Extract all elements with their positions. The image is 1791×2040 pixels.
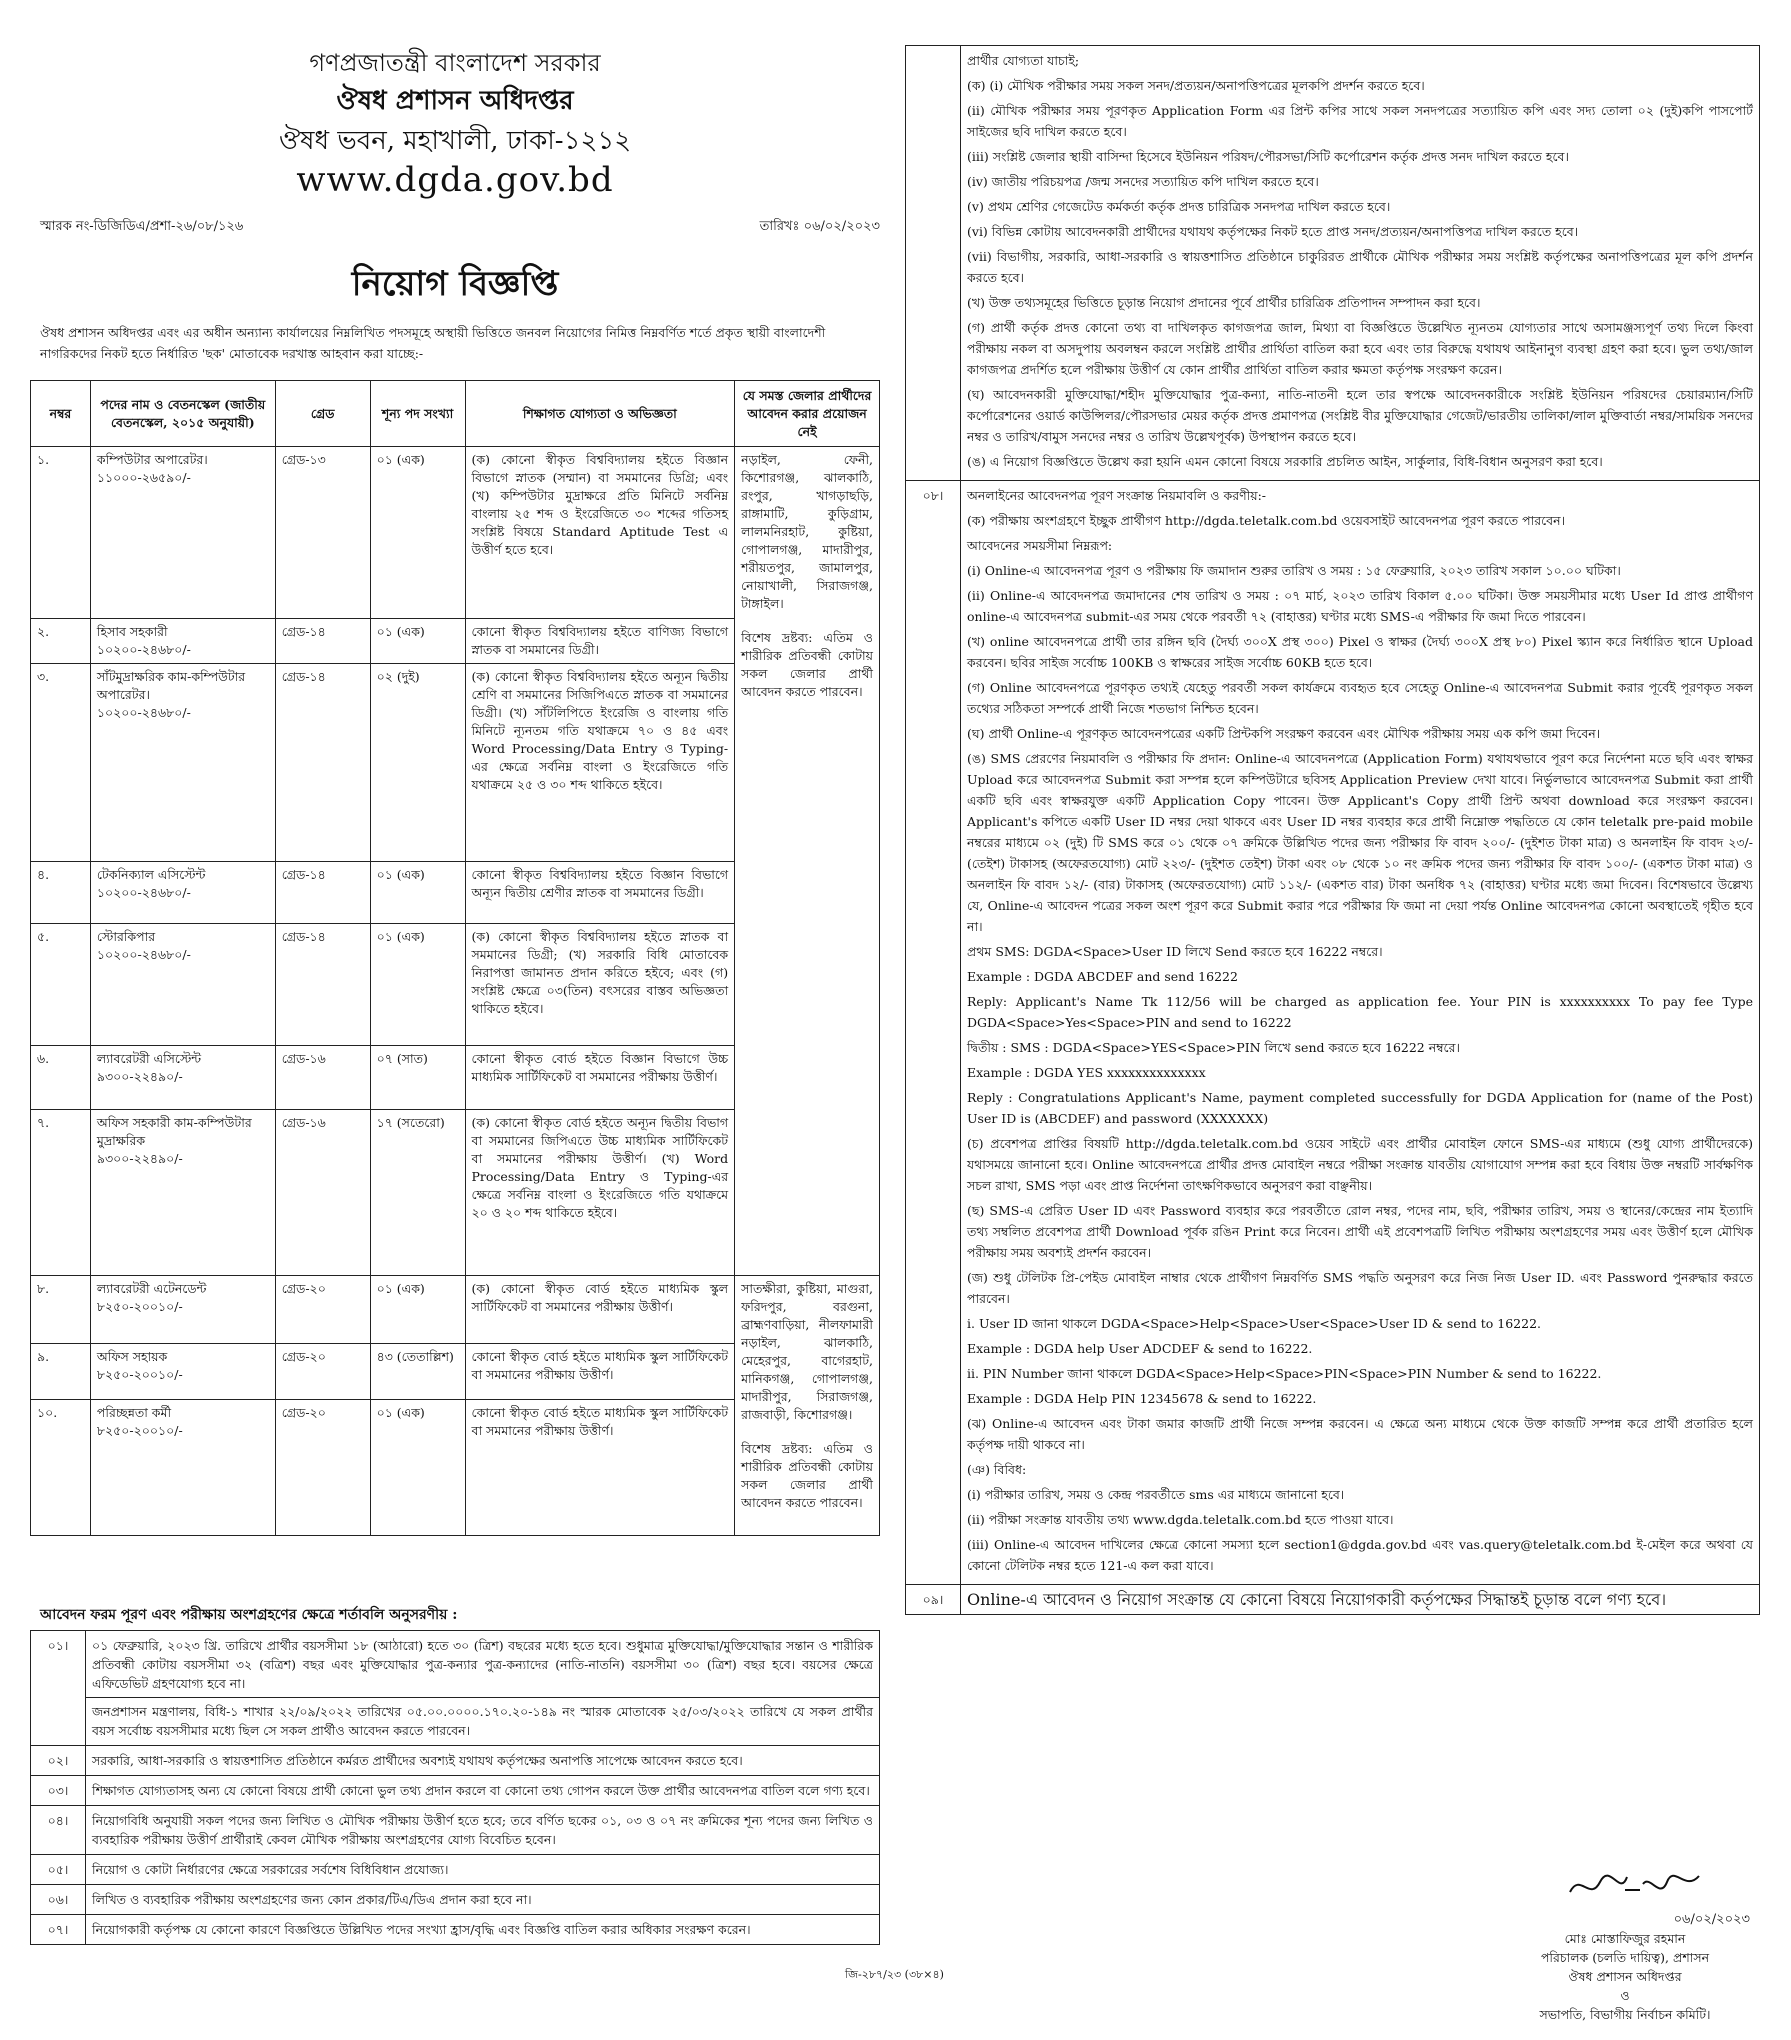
- office-address: ঔষধ ভবন, মহাখালী, ঢাকা-১২১২: [278, 126, 632, 156]
- memo-number: স্মারক নং-ডিজিডিএ/প্রশা-২৬/০৮/১২৬: [40, 219, 244, 234]
- signatory-role: সভাপতি, বিভাগীয় নির্বাচন কমিটি।: [1539, 2007, 1711, 2022]
- row-qualification: কোনো স্বীকৃত বোর্ড হইতে মাধ্যমিক স্কুল সার্টিফিকেট বা সমমানের পরীক্ষায় উত্তীর্ণ।: [465, 1400, 735, 1536]
- row-num: ৭.: [31, 1110, 91, 1276]
- condition-row: [31, 1746, 880, 1776]
- condition-text: নিয়োগকারী কর্তৃপক্ষ যে কোনো কারণে বিজ্ঞপ্তিতে উল্লিখিত পদের সংখ্যা হ্রাস/বৃদ্ধি এবং বিজ্ঞপ্তি বাতিল করার অধিকার সংরক্ষণ করেন।: [86, 1915, 880, 1945]
- row-vacancy: ০২ (দুই): [370, 664, 465, 862]
- instructions-table: [905, 45, 1760, 1615]
- condition-num: ০৪।: [31, 1806, 86, 1855]
- row-post: [90, 924, 275, 1046]
- instruction-paragraph: দ্বিতীয় : SMS : DGDA<Space>YES<Space>PIN লিখে send করতে হবে 16222 নম্বরে।: [967, 1040, 1460, 1055]
- instruction-num: [906, 46, 961, 481]
- row-num: ১০.: [31, 1400, 91, 1536]
- row-post: [90, 447, 275, 619]
- row-qualification: (ক) কোনো স্বীকৃত বোর্ড হইতে মাধ্যমিক স্কুল সার্টিফিকেট বা সমমানের পরীক্ষায় উত্তীর্ণ।: [465, 1276, 735, 1344]
- condition-text: শিক্ষাগত যোগ্যতাসহ অন্য যে কোনো বিষয়ে প্রার্থী কোনো ভুল তথ্য প্রদান করলে বা কোনো তথ্য গোপন করলে উক্ত প্রার্থীর আবেদনপত্র বাতিল বলে গণ্য হবে।: [86, 1776, 880, 1806]
- row-vacancy: ০৭ (সাত): [370, 1046, 465, 1110]
- online-rules-list: [967, 485, 1753, 1576]
- instruction-paragraph: (খ) উক্ত তথ্যসমূহের ভিত্তিতে চূড়ান্ত নিয়োগ প্রদানের পূর্বে প্রার্থীর চারিত্রিক প্রতিপাদন সম্পাদন করা হবে।: [967, 295, 1481, 310]
- post-name: অফিস সহকারী কাম-কম্পিউটার মুদ্রাক্ষরিক: [96, 1115, 252, 1148]
- conditions-table: [30, 1630, 880, 1945]
- special-note: বিশেষ দ্রষ্টব্য: এতিম ও শারীরিক প্রতিবন্ধী কোটায় সকল জেলার প্রার্থী আবেদন করতে পারবেন।: [741, 630, 873, 699]
- row-num: ২.: [31, 619, 91, 664]
- instruction-paragraph: Example : DGDA Help PIN 12345678 & send to 16222.: [967, 1391, 1317, 1406]
- instruction-paragraph: i. User ID জানা থাকলে DGDA<Space>Help<Space>User<Space>User ID & send to 16222.: [967, 1316, 1542, 1331]
- intro-text: ঔষধ প্রশাসন অধিদপ্তর এবং এর অধীন অন্যান্য কার্যালয়ের নিম্নলিখিত পদসমূহে অস্থায়ী ভিত্তিতে জনবল নিয়োগের নিমিত্ত নিম্নবর্ণিত শর্তে প্রকৃত স্থায়ী বাংলাদেশী নাগরিকদের নিকট হতে নির্ধারিত 'ছক' মোতাবেক দরখাস্ত আহবান করা যাচ্ছে:-: [40, 325, 826, 361]
- row-post: [90, 1400, 275, 1536]
- instruction-paragraph: (i) পরীক্ষার তারিখ, সময় ও কেন্দ্র পরবর্তীতে sms এর মাধ্যমে জানানো হবে।: [967, 1487, 1345, 1502]
- instruction-paragraph: (গ) Online আবেদনপত্রে পূরণকৃত তথ্যই যেহেতু পরবর্তী সকল কার্যক্রমে ব্যবহৃত হবে সেহেতু Online-এ আবেদনপত্র Submit করার পূর্বেই পূরণকৃত সকল তথ্যের সঠিকতা সম্পর্কে প্রার্থী নিজে শতভাগ নিশ্চিত হবেন।: [967, 680, 1753, 716]
- post-name: হিসাব সহকারী: [96, 624, 168, 639]
- header-post: পদের নাম ও বেতনস্কেল (জাতীয় বেতনস্কেল, ২০১৫ অনুযায়ী): [90, 381, 275, 447]
- signature-image: [1565, 1862, 1705, 1912]
- instruction-num: ০৯।: [906, 1585, 961, 1615]
- instruction-paragraph: (ii) মৌখিক পরীক্ষার সময় পূরণকৃত Application Form এর প্রিন্ট কপির সাথে সকল সনদপত্রের সত্যায়িত কপি এবং সদ্য তোলা ০২ (দুই)কপি পাসপোর্ট সাইজের ছবি দাখিল করতে হবে।: [967, 103, 1753, 139]
- pay-scale: ১০২০০-২৪৬৮০/-: [96, 885, 191, 900]
- header-excluded-districts: যে সমস্ত জেলার প্রার্থীদের আবেদন করার প্রয়োজন নেই: [735, 381, 880, 447]
- instruction-paragraph: (vii) বিভাগীয়, সরকারি, আধা-সরকারি ও স্বায়ত্তশাসিত প্রতিষ্ঠানে চাকুরিরত প্রার্থীকে মৌখিক পরীক্ষার সময় সংশ্লিষ্ট কর্তৃপক্ষের অনাপত্তিপত্রের মূল কপি প্রদর্শন করতে হবে।: [967, 249, 1753, 285]
- row-post: [90, 1344, 275, 1400]
- row-qualification: (ক) কোনো স্বীকৃত বোর্ড হইতে অন্যূন দ্বিতীয় বিভাগ বা সমমানের জিপিএতে উচ্চ মাধ্যমিক সার্টিফিকেট বা সমমানের পরীক্ষায় উত্তীর্ণ। (খ) Word Processing/Data Entry ও Typing-এর ক্ষেত্রে সর্বনিম্ন বাংলা ও ইংরেজিতে গতি যথাক্রমে ২০ ও ২০ শব্দ থাকিতে হইবে।: [465, 1110, 735, 1276]
- row-post: [90, 1046, 275, 1110]
- final-decision-text: Online-এ আবেদন ও নিয়োগ সংক্রান্ত যে কোনো বিষয়ে নিয়োগকারী কর্তৃপক্ষের সিদ্ধান্তই চূড়ান্ত বলে গণ্য হবে।: [961, 1585, 1760, 1615]
- online-application-rules: [961, 481, 1760, 1585]
- pay-scale: ৮২৫০-২০০১০/-: [96, 1367, 183, 1382]
- row-grade: গ্রেড-১৬: [275, 1046, 370, 1110]
- row-num: ৯.: [31, 1344, 91, 1400]
- govt-name: গণপ্রজাতন্ত্রী বাংলাদেশ সরকার: [309, 49, 601, 77]
- row-num: ১.: [31, 447, 91, 619]
- pay-scale: ১০২০০-২৪৬৮০/-: [96, 705, 191, 720]
- instruction-paragraph: (vi) বিভিন্ন কোটায় আবেদনকারী প্রার্থীদের যথাযথ কর্তৃপক্ষের নিকট হতে প্রাপ্ত সনদ/প্রত্যয়ন/অনাপত্তিপত্র দাখিল করতে হবে।: [967, 224, 1579, 239]
- condition-row: [31, 1776, 880, 1806]
- instruction-paragraph: (ঙ) এ নিয়োগ বিজ্ঞপ্তিতে উল্লেখ করা হয়নি এমন কোনো বিষয়ে সরকারি প্রচলিত আইন, সার্কুলার, বিধি-বিধান অনুসরণ করা হবে।: [967, 454, 1603, 469]
- row-qualification: কোনো স্বীকৃত বোর্ড হইতে মাধ্যমিক স্কুল সার্টিফিকেট বা সমমানের পরীক্ষায় উত্তীর্ণ।: [465, 1344, 735, 1400]
- condition-text: নিয়োগ ও কোটা নির্ধারণের ক্ষেত্রে সরকারের সর্বশেষ বিধিবিধান প্রযোজ্য।: [86, 1855, 880, 1885]
- row-vacancy: ০১ (এক): [370, 447, 465, 619]
- pay-scale: ১০২০০-২৪৬৮০/-: [96, 642, 191, 657]
- pay-scale: ৮২৫০-২০০১০/-: [96, 1423, 183, 1438]
- condition-num: ০১।: [31, 1631, 86, 1746]
- instruction-paragraph: (ঘ) প্রার্থী Online-এ পূরণকৃত আবেদনপত্রের একটি প্রিন্টকপি সংরক্ষণ করবেন এবং মৌখিক পরীক্ষায় সময় এক কপি জমা দিবেন।: [967, 726, 1601, 741]
- row-vacancy: ০১ (এক): [370, 1276, 465, 1344]
- district-list: সাতক্ষীরা, কুষ্টিয়া, মাগুরা, ফরিদপুর, বরগুনা, ব্রাহ্মণবাড়িয়া, নীলফামারী নড়াইল, ঝালকাঠি, মেহেরপুর, বাগেরহাট, মানিকগঞ্জ, গোপালগঞ্জ, মাদারীপুর, সিরাজগঞ্জ, রাজবাড়ী, কিশোরগঞ্জ।: [741, 1281, 873, 1422]
- row-vacancy: ০১ (এক): [370, 1400, 465, 1536]
- row-grade: গ্রেড-২০: [275, 1276, 370, 1344]
- special-note: বিশেষ দ্রষ্টব্য: এতিম ও শারীরিক প্রতিবন্ধী কোটায় সকল জেলার প্রার্থী আবেদন করতে পারবেন।: [741, 1441, 873, 1510]
- post-name: স্টোরকিপার: [96, 929, 156, 944]
- row-qualification: কোনো স্বীকৃত বোর্ড হইতে বিজ্ঞান বিভাগে উচ্চ মাধ্যমিক সার্টিফিকেট বা সমমানের পরীক্ষায় উত্তীর্ণ।: [465, 1046, 735, 1110]
- excluded-districts-1: [735, 447, 880, 1276]
- post-name: টেকনিক্যাল এসিস্টেন্ট: [96, 867, 206, 882]
- signatory-designation: পরিচালক (চলতি দায়িত্ব), প্রশাসন: [1540, 1950, 1710, 1965]
- notice-date: তারিখঃ ০৬/০২/২০২৩: [759, 219, 880, 234]
- pay-scale: ১০২০০-২৪৬৮০/-: [96, 947, 191, 962]
- row-num: ৩.: [31, 664, 91, 862]
- signatory-office: ঔষধ প্রশাসন অধিদপ্তর: [1568, 1969, 1682, 1984]
- instruction-paragraph: (ক) (i) মৌখিক পরীক্ষার সময় সকল সনদ/প্রত্যয়ন/অনাপত্তিপত্রের মূলকপি প্রদর্শন করতে হবে।: [967, 78, 1425, 93]
- row-num: ৪.: [31, 862, 91, 924]
- table-row: [31, 1276, 880, 1344]
- row-grade: গ্রেড-১৪: [275, 664, 370, 862]
- condition-text: নিয়োগবিধি অনুযায়ী সকল পদের জন্য লিখিত ও মৌখিক পরীক্ষায় উত্তীর্ণ হতে হবে; তবে বর্ণিত ছকের ০১, ০৩ ও ০৭ নং ক্রমিকের শূন্য পদের জন্য লিখিত ও ব্যবহারিক পরীক্ষায় উত্তীর্ণ প্রার্থীরাই কেবল মৌখিক পরীক্ষায় অংশগ্রহণের যোগ্য বিবেচিত হবেন।: [86, 1806, 880, 1855]
- row-post: [90, 1110, 275, 1276]
- row-qualification: কোনো স্বীকৃত বিশ্ববিদ্যালয় হইতে বাণিজ্য বিভাগে স্নাতক বা সমমানের ডিগ্রী।: [465, 619, 735, 664]
- post-name: ল্যাবরেটরী এটেনডেন্ট: [96, 1281, 207, 1296]
- post-name: পরিচ্ছন্নতা কর্মী: [96, 1405, 172, 1420]
- condition-text: [86, 1631, 880, 1746]
- condition-row: [31, 1806, 880, 1855]
- row-vacancy: ০১ (এক): [370, 619, 465, 664]
- posts-table: [30, 380, 880, 1536]
- row-vacancy: ০১ (এক): [370, 924, 465, 1046]
- instruction-paragraph: অনলাইনের আবেদনপত্র পূরণ সংক্রান্ত নিয়মাবলি ও করণীয়:-: [967, 488, 1267, 503]
- instruction-paragraph: (ii) Online-এ আবেদনপত্র জমাদানের শেষ তারিখ ও সময় : ০৭ মার্চ, ২০২৩ তারিখ বিকাল ৫.০০ ঘটিকা। উক্ত সময়সীমার মধ্যে User Id প্রাপ্ত প্রার্থীগণ online-এ আবেদনপত্র submit-এর সময় থেকে পরবর্তী ৭২ (বাহাত্তর) ঘণ্টার মধ্যে SMS-এ পরীক্ষার ফি জমা দিতে পারবেন।: [967, 588, 1753, 624]
- condition-num: ০২।: [31, 1746, 86, 1776]
- pay-scale: ১১০০০-২৬৫৯০/-: [96, 470, 191, 485]
- post-name: সাঁটমুদ্রাক্ষরিক কাম-কম্পিউটার অপারেটর।: [96, 669, 246, 702]
- row-qualification: কোনো স্বীকৃত বিশ্ববিদ্যালয় হইতে বিজ্ঞান বিভাগে অন্যূন দ্বিতীয় শ্রেণীর স্নাতক বা সমমানের ডিগ্রী।: [465, 862, 735, 924]
- instruction-paragraph: (ঙ) SMS প্রেরণের নিয়মাবলি ও পরীক্ষার ফি প্রদান: Online-এ আবেদনপত্রে (Application Form) যথাযথভাবে পূরণ করে নির্দেশনা মতে ছবি এবং স্বাক্ষর Upload করে আবেদনপত্র Submit করা সম্পন্ন হলে কম্পিউটারে ছবিসহ Application Preview দেখা যাবে। নির্ভুলভাবে আবেদনপত্র Submit করা প্রার্থী একটি ছবি এবং স্বাক্ষরযুক্ত একটি Application Copy পাবেন। উক্ত Applicant's Copy প্রার্থী প্রিন্ট অথবা download করে সংরক্ষণ করবেন। Applicant's কপিতে একটি User ID নম্বর দেয়া থাকবে এবং User ID নম্বর ব্যবহার করে প্রার্থী নিম্নোক্ত পদ্ধতিতে যে কোন teletalk pre-paid mobile নম্বরের মাধ্যমে ০২ (দুই) টি SMS করে ০১ থেকে ০৭ ক্রমিকে উল্লিখিত পদের জন্য পরীক্ষার ফি বাবদ ২০০/- (দুইশত টাকা মাত্র) ও অনলাইন ফি বাবদ ২৩/- (তেইশ) টাকাসহ (অফেরতযোগ্য) মোট ২২৩/- (দুইশত তেইশ) টাকা এবং ০৮ থেকে ১০ নং ক্রমিক পদের জন্য পরীক্ষার ফি বাবদ ১০০/- (একশত টাকা মাত্র) ও অনলাইন ফি বাবদ ১২/- (বার) টাকাসহ (অফেরতযোগ্য) মোট ১১২/- (একশত বার) টাকা অনধিক ৭২ (বাহাত্তর) ঘণ্টার মধ্যে জমা দিবেন। বিশেষভাবে উল্লেখ্য যে, Online-এ আবেদন পত্রের সকল অংশ পূরণ করে Submit করার পরে পরীক্ষার ফি জমা না দেয়া পর্যন্ত Online আবেদনপত্র কোনো অবস্থাতেই গৃহীত হবে না।: [967, 751, 1753, 934]
- instruction-row: [906, 46, 1760, 481]
- condition-text-part: জনপ্রশাসন মন্ত্রণালয়, বিধি-১ শাখার ২২/০৯/২০২২ তারিখের ০৫.০০.০০০০.১৭০.২০-১৪৯ নং স্মারক মোতাবেক ২৫/০৩/২০২২ তারিখে যে সকল প্রার্থীর বয়স সর্বোচ্চ বয়সসীমার মধ্যে ছিল সে সকল প্রার্থীও আবেদন করতে পারবেন।: [86, 1697, 879, 1740]
- row-grade: গ্রেড-২০: [275, 1344, 370, 1400]
- condition-text: সরকারি, আধা-সরকারি ও স্বায়ত্তশাসিত প্রতিষ্ঠানে কর্মরত প্রার্থীদের অবশ্যই যথাযথ কর্তৃপক্ষের অনাপত্তি সাপেক্ষে আবেদন করতে হবে।: [86, 1746, 880, 1776]
- instruction-paragraph: (ঝ) Online-এ আবেদন এবং টাকা জমার কাজটি প্রার্থী নিজে সম্পন্ন করবেন। এ ক্ষেত্রে অন্য মাধ্যমে থেকে উক্ত কাজটি সম্পন্ন করে প্রার্থী প্রতারিত হলে কর্তৃপক্ষ দায়ী থাকবে না।: [967, 1416, 1753, 1452]
- instruction-paragraph: (iii) Online-এ আবেদন দাখিলের ক্ষেত্রে কোনো সমস্যা হলে section1@dgda.gov.bd এবং vas.query@teletalk.com.bd ই-মেইল করে অথবা যে কোনো টেলিটক নম্বর হতে 121-এ কল করা যাবে।: [967, 1537, 1753, 1573]
- header-num: নম্বর: [31, 381, 91, 447]
- instruction-paragraph: Reply: Applicant's Name Tk 112/56 will be charged as application fee. Your PIN is xxxxxxxxxx To pay fee Type DGDA<Space>Yes<Space>PIN and send to 16222: [967, 994, 1753, 1030]
- district-list: নড়াইল, ফেনী, কিশোরগঞ্জ, ঝালকাঠি, রংপুর, খাগড়াছড়ি, রাঙ্গামাটি, কুড়িগ্রাম, লালমনিরহাট, কুষ্টিয়া, গোপালগঞ্জ, মাদারীপুর, শরীয়তপুর, জামালপুর, নোয়াখালী, সিরাজগঞ্জ, টাঙ্গাইল।: [741, 452, 873, 611]
- row-vacancy: ৪৩ (তেতাল্লিশ): [370, 1344, 465, 1400]
- instruction-paragraph: প্রার্থীর যোগ্যতা যাচাই;: [967, 53, 1080, 68]
- excluded-districts-2: [735, 1276, 880, 1536]
- row-grade: গ্রেড-১৪: [275, 619, 370, 664]
- pay-scale: ৮২৫০-২০০১০/-: [96, 1299, 183, 1314]
- row-vacancy: ০১ (এক): [370, 862, 465, 924]
- row-qualification: (ক) কোনো স্বীকৃত বিশ্ববিদ্যালয় হইতে স্নাতক বা সমমানের ডিগ্রী; (খ) সরকারি বিধি মোতাবেক নিরাপত্তা জামানত প্রদান করিতে হইবে; এবং (গ) সংশ্লিষ্ট ক্ষেত্রে ০৩(তিন) বৎসরের বাস্তব অভিজ্ঞতা থাকিতে হইবে।: [465, 924, 735, 1046]
- table-row: [31, 447, 880, 619]
- signatory-conjunction: ও: [1620, 1988, 1630, 2003]
- instruction-paragraph: (ছ) SMS-এ প্রেরিত User ID এবং Password ব্যবহার করে পরবর্তীতে রোল নম্বর, পদের নাম, ছবি, পরীক্ষার তারিখ, সময় ও স্থানের/কেন্দ্রের নাম ইত্যাদি তথ্য সম্বলিত প্রবেশপত্র প্রার্থী Download পূর্বক রঙিন Print করে নিবেন। প্রার্থী এই প্রবেশপত্রটি লিখিত পরীক্ষায় অংশগ্রহণের সময় এবং উত্তীর্ণ হলে মৌখিক পরীক্ষায় সময় অবশ্যই প্রদর্শন করবেন।: [967, 1203, 1753, 1260]
- print-reference: জি-২৮৭/২৩ (৩৮×৪): [845, 1968, 944, 1981]
- row-post: [90, 862, 275, 924]
- post-name: কম্পিউটার অপারেটর।: [96, 452, 208, 467]
- instruction-paragraph: আবেদনের সময়সীমা নিম্নরূপ:: [967, 538, 1113, 553]
- condition-row: [31, 1855, 880, 1885]
- condition-num: ০৫।: [31, 1855, 86, 1885]
- eligibility-list: [967, 50, 1753, 472]
- instruction-row: [906, 1585, 1760, 1615]
- row-post: [90, 1276, 275, 1344]
- pay-scale: ৯৩০০-২২৪৯০/-: [96, 1151, 183, 1166]
- row-grade: গ্রেড-১৪: [275, 862, 370, 924]
- instruction-paragraph: (v) প্রথম শ্রেণির গেজেটেড কর্মকর্তা কর্তৃক প্রদত্ত চারিত্রিক সনদপত্র দাখিল করতে হবে।: [967, 199, 1391, 214]
- instruction-paragraph: Example : DGDA help User ADCDEF & send to 16222.: [967, 1341, 1313, 1356]
- pay-scale: ৯৩০০-২২৪৯০/-: [96, 1069, 183, 1084]
- row-num: ৮.: [31, 1276, 91, 1344]
- post-name: ল্যাবরেটরী এসিস্টেন্ট: [96, 1051, 202, 1066]
- row-grade: গ্রেড-১৩: [275, 447, 370, 619]
- instruction-paragraph: (চ) প্রবেশপত্র প্রাপ্তির বিষয়টি http://dgda.teletalk.com.bd ওয়েব সাইটে এবং প্রার্থীর মোবাইল ফোনে SMS-এর মাধ্যমে (শুধু যোগ্য প্রার্থীদেরকে) যথাসময়ে জানানো হবে। Online আবেদনপত্রে প্রার্থীর প্রদত্ত মোবাইল নম্বরে পরীক্ষা সংক্রান্ত যাবতীয় যোগাযোগ সম্পন্ন করা হবে বিধায় উক্ত নম্বরটি সার্বক্ষণিক সচল রাখা, SMS পড়া এবং প্রাপ্ত নির্দেশনা তাৎক্ষণিকভাবে অনুসরণ করা বাঞ্ছনীয়।: [967, 1136, 1753, 1193]
- row-post: [90, 664, 275, 862]
- row-post: [90, 619, 275, 664]
- office-name: ঔষধ প্রশাসন অধিদপ্তর: [336, 86, 574, 116]
- instruction-row: [906, 481, 1760, 1585]
- header-grade: গ্রেড: [275, 381, 370, 447]
- condition-row: [31, 1885, 880, 1915]
- row-qualification: (ক) কোনো স্বীকৃত বিশ্ববিদ্যালয় হইতে বিজ্ঞান বিভাগে স্নাতক (সম্মান) বা সমমানের ডিগ্রি; এবং (খ) কম্পিউটার মুদ্রাক্ষরে প্রতি মিনিটে সর্বনিম্ন বাংলায় ২৫ শব্দ ও ইংরেজিতে ৩০ শব্দের গতিসহ সংশ্লিষ্ট বিষয়ে Standard Aptitude Test এ উত্তীর্ণ হতে হবে।: [465, 447, 735, 619]
- instruction-paragraph: Example : DGDA YES xxxxxxxxxxxxxx: [967, 1065, 1206, 1080]
- instruction-paragraph: (জ) শুধু টেলিটক প্রি-পেইড মোবাইল নাম্বার থেকে প্রার্থীগণ নিম্নবর্ণিত SMS পদ্ধতি অনুসরণ করে নিজ নিজ User ID. এবং Password পুনরুদ্ধার করতে পারবেন।: [967, 1270, 1753, 1306]
- header-vacancy: শূন্য পদ সংখ্যা: [370, 381, 465, 447]
- table-header-row: [31, 381, 880, 447]
- instruction-paragraph: (খ) online আবেদনপত্রে প্রার্থী তার রঙ্গিন ছবি (দৈর্ঘ্য ৩০০X প্রস্থ ৩০০) Pixel ও স্বাক্ষর (দৈর্ঘ্য ৩০০X প্রস্থ ৮০) Pixel স্ক্যান করে নির্ধারিত স্থানে Upload করবেন। ছবির সাইজ সর্বোচ্চ 100KB ও স্বাক্ষরের সাইজ সর্বোচ্চ 60KB হতে হবে।: [967, 634, 1753, 670]
- eligibility-verification: [961, 46, 1760, 481]
- instruction-paragraph: (i) Online-এ আবেদনপত্র পূরণ ও পরীক্ষায় ফি জমাদান শুরুর তারিখ ও সময় : ১৫ ফেব্রুয়ারি, ২০২৩ তারিখ সকাল ১০.০০ ঘটিকা।: [967, 563, 1621, 578]
- signature-block: [1480, 1910, 1770, 2024]
- row-num: ৫.: [31, 924, 91, 1046]
- post-name: অফিস সহায়ক: [96, 1349, 168, 1364]
- condition-num: ০৬।: [31, 1885, 86, 1915]
- website-link[interactable]: www.dgda.gov.bd: [296, 160, 614, 200]
- instruction-paragraph: Reply : Congratulations Applicant's Name, payment completed successfully for DGDA Application for (name of the Post) User ID is (ABCDEF) and password (XXXXXXX): [967, 1090, 1753, 1126]
- condition-text-part: ০১ ফেব্রুয়ারি, ২০২৩ খ্রি. তারিখে প্রার্থীর বয়সসীমা ১৮ (আঠারো) হতে ৩০ (ত্রিশ) বছরের মধ্যে হতে হবে। শুধুমাত্র মুক্তিযোদ্ধা/মুক্তিযোদ্ধার সন্তান ও শারীরিক প্রতিবন্ধী কোটায় বয়সসীমা ৩২ (বত্রিশ) বছর এবং মুক্তিযোদ্ধার পুত্র-কন্যার পুত্র-কন্যাদের (নাতি-নাতনি) বয়সসীমা ৩০ (ত্রিশ) বছর হবে। বয়সের ক্ষেত্রে এফিডেভিট গ্রহণযোগ্য হবে না।: [92, 1638, 873, 1691]
- instruction-paragraph: Example : DGDA ABCDEF and send 16222: [967, 969, 1238, 984]
- instruction-paragraph: (iii) সংশ্লিষ্ট জেলার স্থায়ী বাসিন্দা হিসেবে ইউনিয়ন পরিষদ/পৌরসভা/সিটি কর্পোরেশন কর্তৃক প্রদত্ত সনদ দাখিল করতে হবে।: [967, 149, 1569, 164]
- row-grade: গ্রেড-২০: [275, 1400, 370, 1536]
- page-title: নিয়োগ বিজ্ঞপ্তি: [351, 264, 559, 304]
- condition-num: ০৩।: [31, 1776, 86, 1806]
- row-vacancy: ১৭ (সতেরো): [370, 1110, 465, 1276]
- instruction-paragraph: (ii) পরীক্ষা সংক্রান্ত যাবতীয় তথ্য www.dgda.teletalk.com.bd হতে পাওয়া যাবে।: [967, 1512, 1394, 1527]
- instruction-paragraph: (গ) প্রার্থী কর্তৃক প্রদত্ত কোনো তথ্য বা দাখিলকৃত কাগজপত্র জাল, মিথ্যা বা বিজ্ঞপ্তিতে উল্লেখিত ন্যূনতম যোগ্যতার সাথে অসামঞ্জস্যপূর্ণ তথ্য দিলে কিংবা পরীক্ষায় নকল বা অসদুপায় অবলম্বন করলে সংশ্লিষ্ট প্রার্থীর প্রার্থিতা বাতিল করা হবে এবং তার বিরুদ্ধে যথাযথ আইনানুগ ব্যবস্থা গ্রহণ করা হবে। ভুল তথ্য/জাল কাগজপত্র প্রদর্শিত হলে পরীক্ষায় উত্তীর্ণ যে কোন প্রার্থীর প্রার্থিতা বাতিল করার ক্ষমতা কর্তৃপক্ষ সংরক্ষণ করেন।: [967, 320, 1753, 377]
- condition-row: [31, 1915, 880, 1945]
- condition-text: লিখিত ও ব্যবহারিক পরীক্ষায় অংশগ্রহণের জন্য কোন প্রকার/টিএ/ডিএ প্রদান করা হবে না।: [86, 1885, 880, 1915]
- condition-row: [31, 1631, 880, 1746]
- condition-num: ০৭।: [31, 1915, 86, 1945]
- instruction-paragraph: (ক) পরীক্ষায় অংশগ্রহণে ইচ্ছুক প্রার্থীগণ http://dgda.teletalk.com.bd ওয়েবসাইট আবেদনপত্র পূরণ করতে পারবেন।: [967, 513, 1566, 528]
- instruction-paragraph: ii. PIN Number জানা থাকলে DGDA<Space>Help<Space>PIN<Space>PIN Number & send to 16222.: [967, 1366, 1602, 1381]
- signature-date: ০৬/০২/২০২৩: [1673, 1912, 1750, 1927]
- row-qualification: (ক) কোনো স্বীকৃত বিশ্ববিদ্যালয় হইতে অন্যূন দ্বিতীয় শ্রেণি বা সমমানের সিজিপিএতে স্নাতক বা সমমানের ডিগ্রী। (খ) সাঁটলিপিতে ইংরেজি ও বাংলায় গতি মিনিটে ন্যূনতম গতি যথাক্রমে ৭০ ও ৪৫ এবং Word Processing/Data Entry ও Typing-এর ক্ষেত্রে সর্বনিম্ন বাংলা ও ইংরেজিতে গতি যথাক্রমে ২৫ ও ৩০ শব্দ থাকিতে হইবে।: [465, 664, 735, 862]
- row-num: ৬.: [31, 1046, 91, 1110]
- row-grade: গ্রেড-১৪: [275, 924, 370, 1046]
- instruction-num: ০৮।: [906, 481, 961, 1585]
- signatory-name: মোঃ মোস্তাফিজুর রহমান: [1564, 1931, 1686, 1946]
- instruction-paragraph: (iv) জাতীয় পরিচয়পত্র /জন্ম সনদের সত্যায়িত কপি দাখিল করতে হবে।: [967, 174, 1319, 189]
- conditions-title: আবেদন ফরম পূরণ এবং পরীক্ষায় অংশগ্রহণের ক্ষেত্রে শর্তাবলি অনুসরণীয় :: [40, 1607, 458, 1623]
- instruction-paragraph: (ঘ) আবেদনকারী মুক্তিযোদ্ধা/শহীদ মুক্তিযোদ্ধার পুত্র-কন্যা, নাতি-নাতনী হলে তার স্বপক্ষে আবেদনকারীকে সংশ্লিষ্ট ইউনিয়ন পরিষদের চেয়ারম্যান/সিটি কর্পোরেশনের ওয়ার্ড কাউন্সিলর/পৌরসভার মেয়র কর্তৃক প্রদত্ত প্রমাণপত্র (সংশ্লিষ্ট বীর মুক্তিযোদ্ধার গেজেট/ভারতীয় তালিকা/লাল মুক্তিবার্তা নম্বর/সাময়িক সনদের নম্বর ও তারিখ/বামুস সনদের নম্বর ও তারিখ উল্লেখপূর্বক) উপস্থাপন করতে হবে।: [967, 387, 1753, 444]
- instruction-paragraph: প্রথম SMS: DGDA<Space>User ID লিখে Send করতে হবে 16222 নম্বরে।: [967, 944, 1383, 959]
- row-grade: গ্রেড-১৬: [275, 1110, 370, 1276]
- instruction-paragraph: (ঞ) বিবিধ:: [967, 1462, 1027, 1477]
- header-qualification: শিক্ষাগত যোগ্যতা ও অভিজ্ঞতা: [465, 381, 735, 447]
